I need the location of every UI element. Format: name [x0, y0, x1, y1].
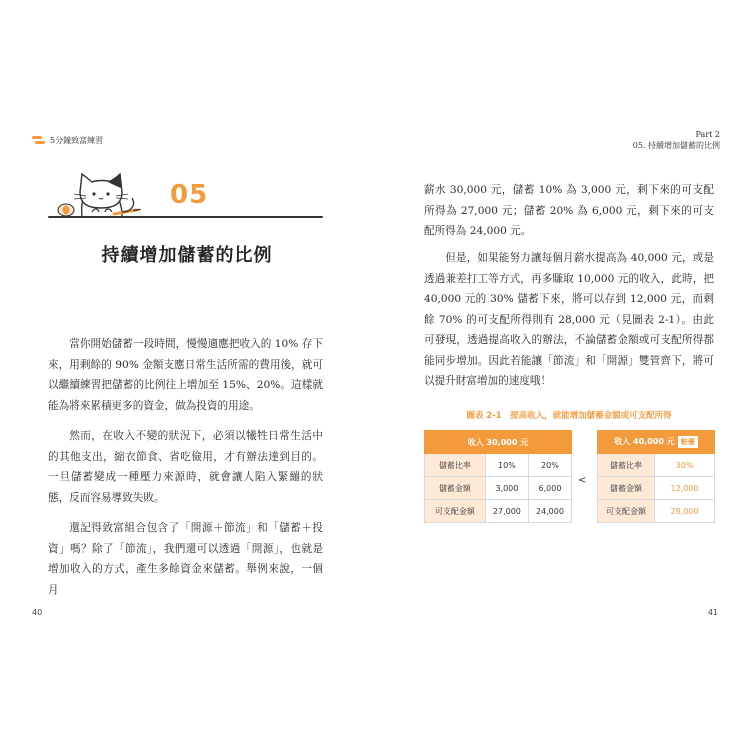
table-header-row — [598, 431, 715, 454]
table2-header — [598, 431, 715, 454]
page-number-right: 41 — [707, 608, 718, 617]
table-cell: 30% — [655, 454, 715, 477]
row-label: 儲蓄金額 — [425, 477, 486, 500]
table-row — [598, 500, 715, 523]
row-label: 可支配金額 — [425, 500, 486, 523]
book-title: 5分鐘致富練習 — [50, 136, 104, 145]
right-paragraph-2: 但是，如果能努力讓每個月薪水提高為 40,000 元，或是透過兼差打工等方式，再多賺取 10,000 元的收入，此時，把 40,000 元的 30% 儲蓄下來，將可以存到 12,000 元，而剩餘 70% 的可支配所得則有 28,000 元（見圖表 2-1）。由此可發現，透過提高收入的辦法，不論儲蓄金額或可支配所得都能同步增加。因此若能讓「節流」和「開源」雙管齊下，將可以提升財富增加的速度哦！ — [424, 252, 714, 387]
less-than-symbol: < — [578, 475, 587, 486]
book-logo-icon — [32, 136, 46, 146]
section-label: 05. 持續增加儲蓄的比例 — [632, 141, 720, 150]
table1-header: 收入 30,000 元 — [425, 431, 572, 454]
income-40000-table — [597, 430, 715, 523]
left-paragraph-2: 然而，在收入不變的狀況下，必須以犧牲日常生活中的其他支出，縮衣節食、省吃儉用，才有辦法達到目的。一旦儲蓄變成一種壓力來源時，就會讓人陷入緊繃的狀態，反而容易導致失敗。 — [48, 430, 323, 504]
table-header-row — [425, 431, 572, 454]
running-header-right — [633, 129, 720, 151]
table-cell: 24,000 — [528, 500, 571, 523]
table-cell: 20% — [528, 454, 571, 477]
row-label: 儲蓄比率 — [425, 454, 486, 477]
table-cell: 12,000 — [655, 477, 715, 500]
figure-caption: 圖表 2-1 提高收入，就能增加儲蓄金額或可支配所得 — [466, 411, 672, 421]
table-row — [598, 454, 715, 477]
table-row — [425, 500, 572, 523]
running-header-left — [32, 135, 103, 146]
table2-header-label: 收入 40,000 元 — [614, 437, 675, 446]
left-paragraph-1: 當你開始儲蓄一段時間，慢慢適應把收入的 10% 存下來，用剩餘的 90% 金額支應日常生活所需的費用後，就可以繼續練習把儲蓄的比例往上增加至 15%、20%。這樣就能為將來累積更多的資金，做為投資的用途。 — [48, 338, 323, 412]
chapter-number: 05 — [170, 180, 209, 210]
table-cell: 3,000 — [485, 477, 528, 500]
row-label: 可支配金額 — [598, 500, 655, 523]
left-paragraph-3: 還記得致富組合包含了「開源＋節流」和「儲蓄＋投資」嗎？除了「節流」，我們還可以透過「開源」，也就是增加收入的方式，產生多餘資金來儲蓄。舉例來說，一個月 — [48, 522, 323, 596]
row-label: 儲蓄比率 — [598, 454, 655, 477]
chapter-divider — [48, 216, 323, 218]
page-number-left: 40 — [32, 608, 43, 617]
table-cell: 10% — [485, 454, 528, 477]
chapter-title: 持續增加儲蓄的比例 — [101, 245, 273, 266]
cat-illustration-icon — [52, 168, 152, 220]
table-cell: 6,000 — [528, 477, 571, 500]
part-label: Part 2 — [695, 130, 720, 139]
right-paragraph-1: 薪水 30,000 元，儲蓄 10% 為 3,000 元，剩下來的可支配所得為 27,000 元；儲蓄 20% 為 6,000 元，剩下來的可支配所得為 24,000 元。 — [424, 184, 714, 237]
table-row — [598, 477, 715, 500]
row-label: 儲蓄金額 — [598, 477, 655, 500]
table-cell: 27,000 — [485, 500, 528, 523]
better-badge: 較優 — [678, 436, 698, 448]
table-cell: 28,000 — [655, 500, 715, 523]
table-row — [425, 454, 572, 477]
income-30000-table — [424, 430, 572, 523]
table-row — [425, 477, 572, 500]
